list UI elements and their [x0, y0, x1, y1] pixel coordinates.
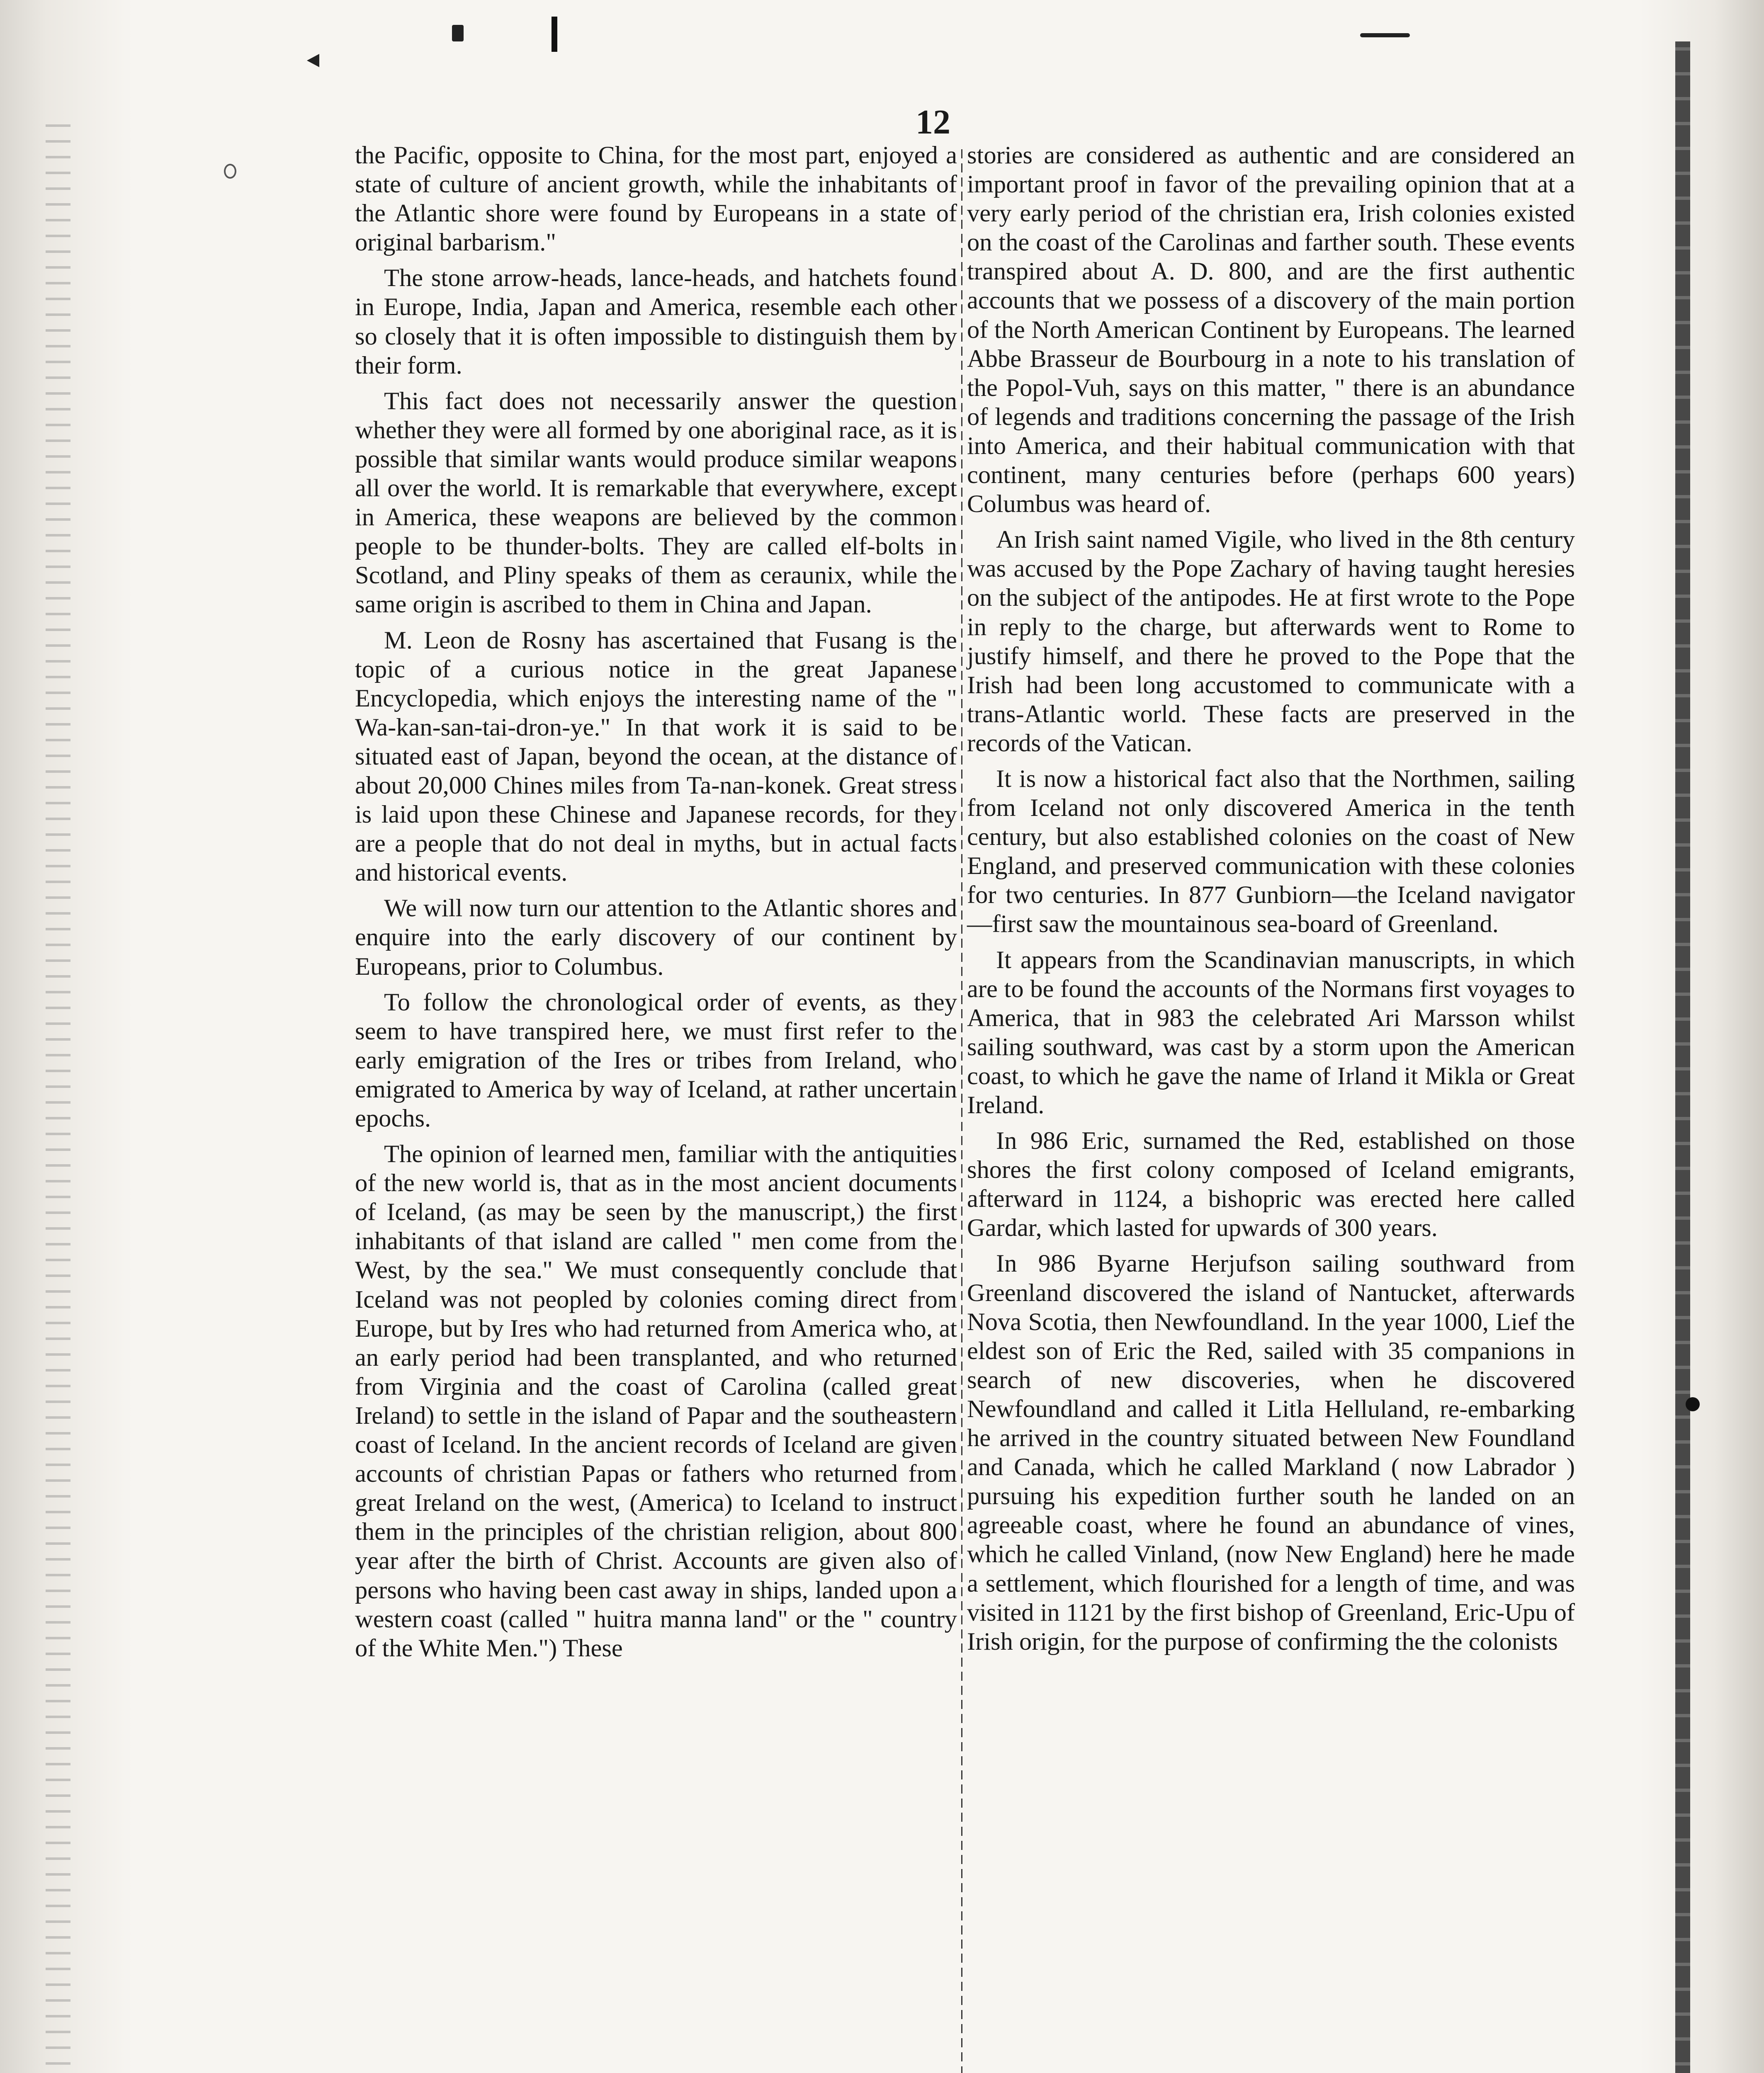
paragraph: stories are considered as authentic and are considered an important proof in favor of the prevailing opinion that at a very early period of the christian era, Irish colonies existed on the coast of the Carolinas and farther south. These events transpired about A. D. 800, and are the first authentic accounts that we possess of a discovery of the main portion of the North American Continent by Europeans. The learned Abbe Brasseur de Bourbourg in a note to his translation of the Popol-Vuh, says on this matter, " there is an abundance of legends and traditions concerning the passage of the Irish into America, and their habitual communication with that continent, many centuries before (perhaps 600 years) Columbus was heard of.: [967, 141, 1575, 518]
paragraph: It appears from the Scandinavian manuscripts, in which are to be found the accounts of the Normans first voyages to America, that in 983 the celebrated Ari Marsson whilst sailing southward, was cast by a storm upon the American coast, to which he gave the name of Irland it Mikla or Great Ireland.: [967, 946, 1575, 1119]
paragraph: We will now turn our attention to the Atlantic shores and enquire into the early discovery of our continent by Europeans, prior to Columbus.: [355, 894, 957, 981]
right-edge-scan-bar: [1675, 41, 1690, 2073]
paragraph: An Irish saint named Vigile, who lived in the 8th century was accused by the Pope Zachary of having taught heresies on the subject of the antipodes. He at first wrote to the Pope in reply to the charge, but afterwards went to Rome to justify himself, and there he proved to the Pope that the Irish had been long accustomed to communicate with a trans-Atlantic world. These facts are preserved in the records of the Vatican.: [967, 526, 1575, 757]
paragraph: The stone arrow-heads, lance-heads, and hatchets found in Europe, India, Japan and America, resemble each other so closely that it is often impossible to distinguish them by their form.: [355, 264, 957, 379]
paragraph: It is now a historical fact also that the Northmen, sailing from Iceland not only discovered America in the tenth century, but also established colonies on the coast of New England, and preserved communication with these colonies for two centuries. In 877 Gunbiorn—the Iceland navigator—first saw the mountainous sea-board of Greenland.: [967, 765, 1575, 938]
right-text-column: [967, 141, 1575, 2073]
paragraph: The opinion of learned men, familiar with the antiquities of the new world is, that as in the most ancient documents of Iceland, (as may be seen by the manuscript,) the first inhabitants of that island are called " men come from the West, by the sea." We must consequently conclude that Iceland was not peopled by colonies coming direct from Europe, but by Ires who had returned from America who, at an early period had been transplanted, and who returned from Virginia and the coast of Carolina (called great Ireland) to settle in the island of Papar and the southeastern coast of Iceland. In the ancient records of Iceland are given accounts of christian Papas or fathers who returned from great Ireland on the west, (America) to Iceland to instruct them in the principles of the christian religion, about 800 year after the birth of Christ. Accounts are given also of persons who having been cast away in ships, landed upon a western coast (called " huitra manna land" or the " country of the White Men.") These: [355, 1140, 957, 1662]
paragraph: In 986 Eric, surnamed the Red, established on those shores the first colony composed of Iceland emigrants, afterward in 1124, a bishopric was erected here called Gardar, which lasted for upwards of 300 years.: [967, 1127, 1575, 1242]
left-edge-scan-artifact: [46, 124, 70, 2073]
corner-arrow-mark: [307, 54, 319, 67]
top-right-ink-mark: [1360, 33, 1410, 37]
right-page-edge: [1640, 0, 1764, 2073]
paragraph: In 986 Byarne Herjufson sailing southward from Greenland discovered the island of Nantucket, afterwards Nova Scotia, then Newfoundland. In the year 1000, Lief the eldest son of Eric the Red, sailed with 35 companions in search of new discoveries, when he discovered Newfoundland and called it Litla Helluland, re-embarking he arrived in the country situated between New Foundland and Canada, which he called Markland ( now Labrador ) pursuing his expedition further south he landed on an agreeable coast, where he found an abundance of vines, which he called Vinland, (now New England) here he made a settlement, which flourished for a length of time, and was visited in 1121 by the first bishop of Greenland, Eric-Upu of Irish origin, for the purpose of confirming the the colonists: [967, 1250, 1575, 1655]
paragraph: M. Leon de Rosny has ascertained that Fusang is the topic of a curious notice in the great Japanese Encyclopedia, which enjoys the interesting name of the " Wa-kan-san-tai-dron-ye." In that work it is said to be situated east of Japan, beyond the ocean, at the distance of about 20,000 Chines miles from Ta-nan-konek. Great stress is laid upon these Chinese and Japanese records, for they are a people that do not deal in myths, but in actual facts and historical events.: [355, 626, 957, 887]
paragraph: To follow the chronological order of events, as they seem to have transpired here, we must first refer to the early emigration of the Ires or tribes from Ireland, who emigrated to America by way of Iceland, at rather uncertain epochs.: [355, 988, 957, 1132]
paragraph: This fact does not necessarily answer the question whether they were all formed by one aboriginal race, as it is possible that similar wants would produce similar weapons all over the world. It is remarkable that everywhere, except in America, these weapons are believed by the common people to be thunder-bolts. They are called elf-bolts in Scotland, and Pliny speaks of them as ceraunix, while the same origin is ascribed to them in China and Japan.: [355, 387, 957, 619]
page-number: 12: [916, 103, 950, 141]
top-ink-mark: [452, 25, 464, 41]
left-text-column: [355, 141, 957, 2073]
paragraph: the Pacific, opposite to China, for the most part, enjoyed a state of culture of ancient growth, while the inhabitants of the Atlantic shore were found by Europeans in a state of original barbarism.": [355, 141, 957, 257]
column-divider: [961, 149, 962, 2073]
ink-dot-mark: [1686, 1397, 1700, 1411]
margin-ring-mark: [224, 164, 236, 179]
top-ink-stroke: [552, 17, 557, 52]
